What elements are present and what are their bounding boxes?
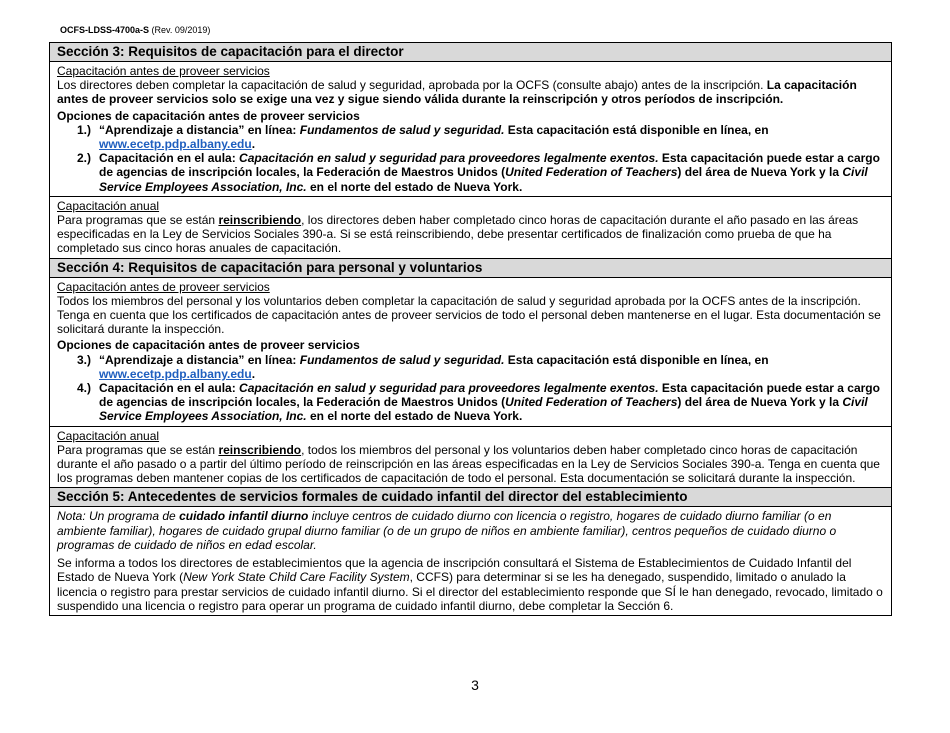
pre-service-text: Todos los miembros del personal y los voluntarios deben completar la capacitación de salud y seguridad aprobada por la OCFS antes de la inscripción. Tenga en cuenta que los certificados de capacitación antes de proveer servicios de todo el personal deben mantenerse en el lugar. Esta documentación se solicitará durante la inspección.	[57, 293, 881, 337]
options-list	[57, 353, 884, 424]
annual-label: Capacitación anual	[57, 428, 160, 443]
info-text: Se informa a todos los directores de establecimientos que la agencia de inscripción consultará el Sistema de Establecimientos de Cuidado Infantil del Estado de Nueva York (New York State Child Care Facility System, CCFS) para determinar si se les ha denegado, suspendido, limitado o anulado la licencia o registro para prestar servicios de cuidado infantil diurno. Si el director del establecimiento responde que SÍ le han denegado, revocado, limitado o suspendido una licencia o registro para operar un programa de cuidado infantil diurno, debe completar la Sección 6.	[57, 556, 883, 613]
form-revision: (Rev. 09/2019)	[151, 25, 211, 35]
list-item: 2.) Capacitación en el aula: Capacitación en salud y seguridad para proveedores legalmente exentos. Esta capacitación puede estar a cargo de agencias de inscripción locales, la Federación de Maestros Unidos (United Federation of Teachers) del área de Nueva York y la Civil Service Employees Association, Inc. en el norte del estado de Nueva York.	[77, 151, 880, 194]
form-table	[49, 42, 892, 616]
section-4-annual	[50, 427, 891, 489]
ecetp-link[interactable]: www.ecetp.pdp.albany.edu	[99, 366, 252, 381]
form-identifier	[60, 25, 210, 35]
note-text: Nota: Un programa de cuidado infantil diurno incluye centros de cuidado diurno con licencia o registro, hogares de cuidado diurno familiar (o en ambiente familiar), hogares de cuidado grupal diurno familiar (o de un grupo de niños en ambiente familiar), centros pequeños de cuidado diurno o programas de cuidado de niños en edad escolar.	[57, 509, 837, 552]
annual-label: Capacitación anual	[57, 198, 160, 213]
section-3-pre-service	[50, 62, 891, 197]
ecetp-link[interactable]: www.ecetp.pdp.albany.edu	[99, 137, 252, 152]
section-4-header: Sección 4: Requisitos de capacitación para personal y voluntarios	[50, 259, 891, 278]
list-item: 3.) “Aprendizaje a distancia” en línea: Fundamentos de salud y seguridad. Esta capacitación está disponible en línea, en www.ecetp.pdp.albany.edu.	[77, 352, 769, 381]
section-4-pre-service	[50, 278, 891, 427]
options-list	[57, 123, 884, 194]
section-3-annual	[50, 197, 891, 259]
annual-text: Para programas que se están reinscribiendo, todos los miembros del personal y los voluntarios deben haber completado cinco horas de capacitación durante el año pasado o a partir del último período de reinscripción en las áreas especificadas en la Ley de Servicios Sociales 390-a. Tenga en cuenta que los programas deben mantener copias de los certificados de capacitación de todo el personal. Esta documentación se solicitará durante la inspección.	[57, 442, 880, 486]
section-3-header: Sección 3: Requisitos de capacitación para el director	[50, 43, 891, 62]
pre-service-label: Capacitación antes de proveer servicios	[57, 64, 270, 78]
annual-text: Para programas que se están reinscribiendo, los directores deben haber completado cinco horas de capacitación durante el año pasado en las áreas especificadas en la Ley de Servicios Sociales 390-a. Si se está reinscribiendo, debe presentar certificados de finalización como prueba de que ha completado sus cinco horas anuales de capacitación.	[57, 213, 859, 256]
options-title: Opciones de capacitación antes de proveer servicios	[57, 108, 360, 123]
section-5-note	[50, 507, 891, 614]
page-number: 3	[471, 677, 479, 693]
list-item: 4.) Capacitación en el aula: Capacitación en salud y seguridad para proveedores legalmente exentos. Esta capacitación puede estar a cargo de agencias de inscripción locales, la Federación de Maestros Unidos (United Federation of Teachers) del área de Nueva York y la Civil Service Employees Association, Inc. en el norte del estado de Nueva York.	[77, 381, 880, 424]
pre-service-label: Capacitación antes de proveer servicios	[57, 279, 270, 294]
list-item: 1.) “Aprendizaje a distancia” en línea: Fundamentos de salud y seguridad. Esta capacitación está disponible en línea, en www.ecetp.pdp.albany.edu.	[77, 122, 769, 152]
section-5-header: Sección 5: Antecedentes de servicios formales de cuidado infantil del director del establecimiento	[50, 488, 891, 507]
form-code: OCFS-LDSS-4700a-S	[60, 25, 150, 35]
pre-service-text: Los directores deben completar la capacitación de salud y seguridad, aprobada por la OCFS (consulte abajo) antes de la inscripción. La capacitación antes de proveer servicios solo se exige una vez y sigue siendo válida durante la reinscripción y otros períodos de inscripción.	[57, 78, 857, 107]
options-title: Opciones de capacitación antes de proveer servicios	[57, 338, 360, 353]
